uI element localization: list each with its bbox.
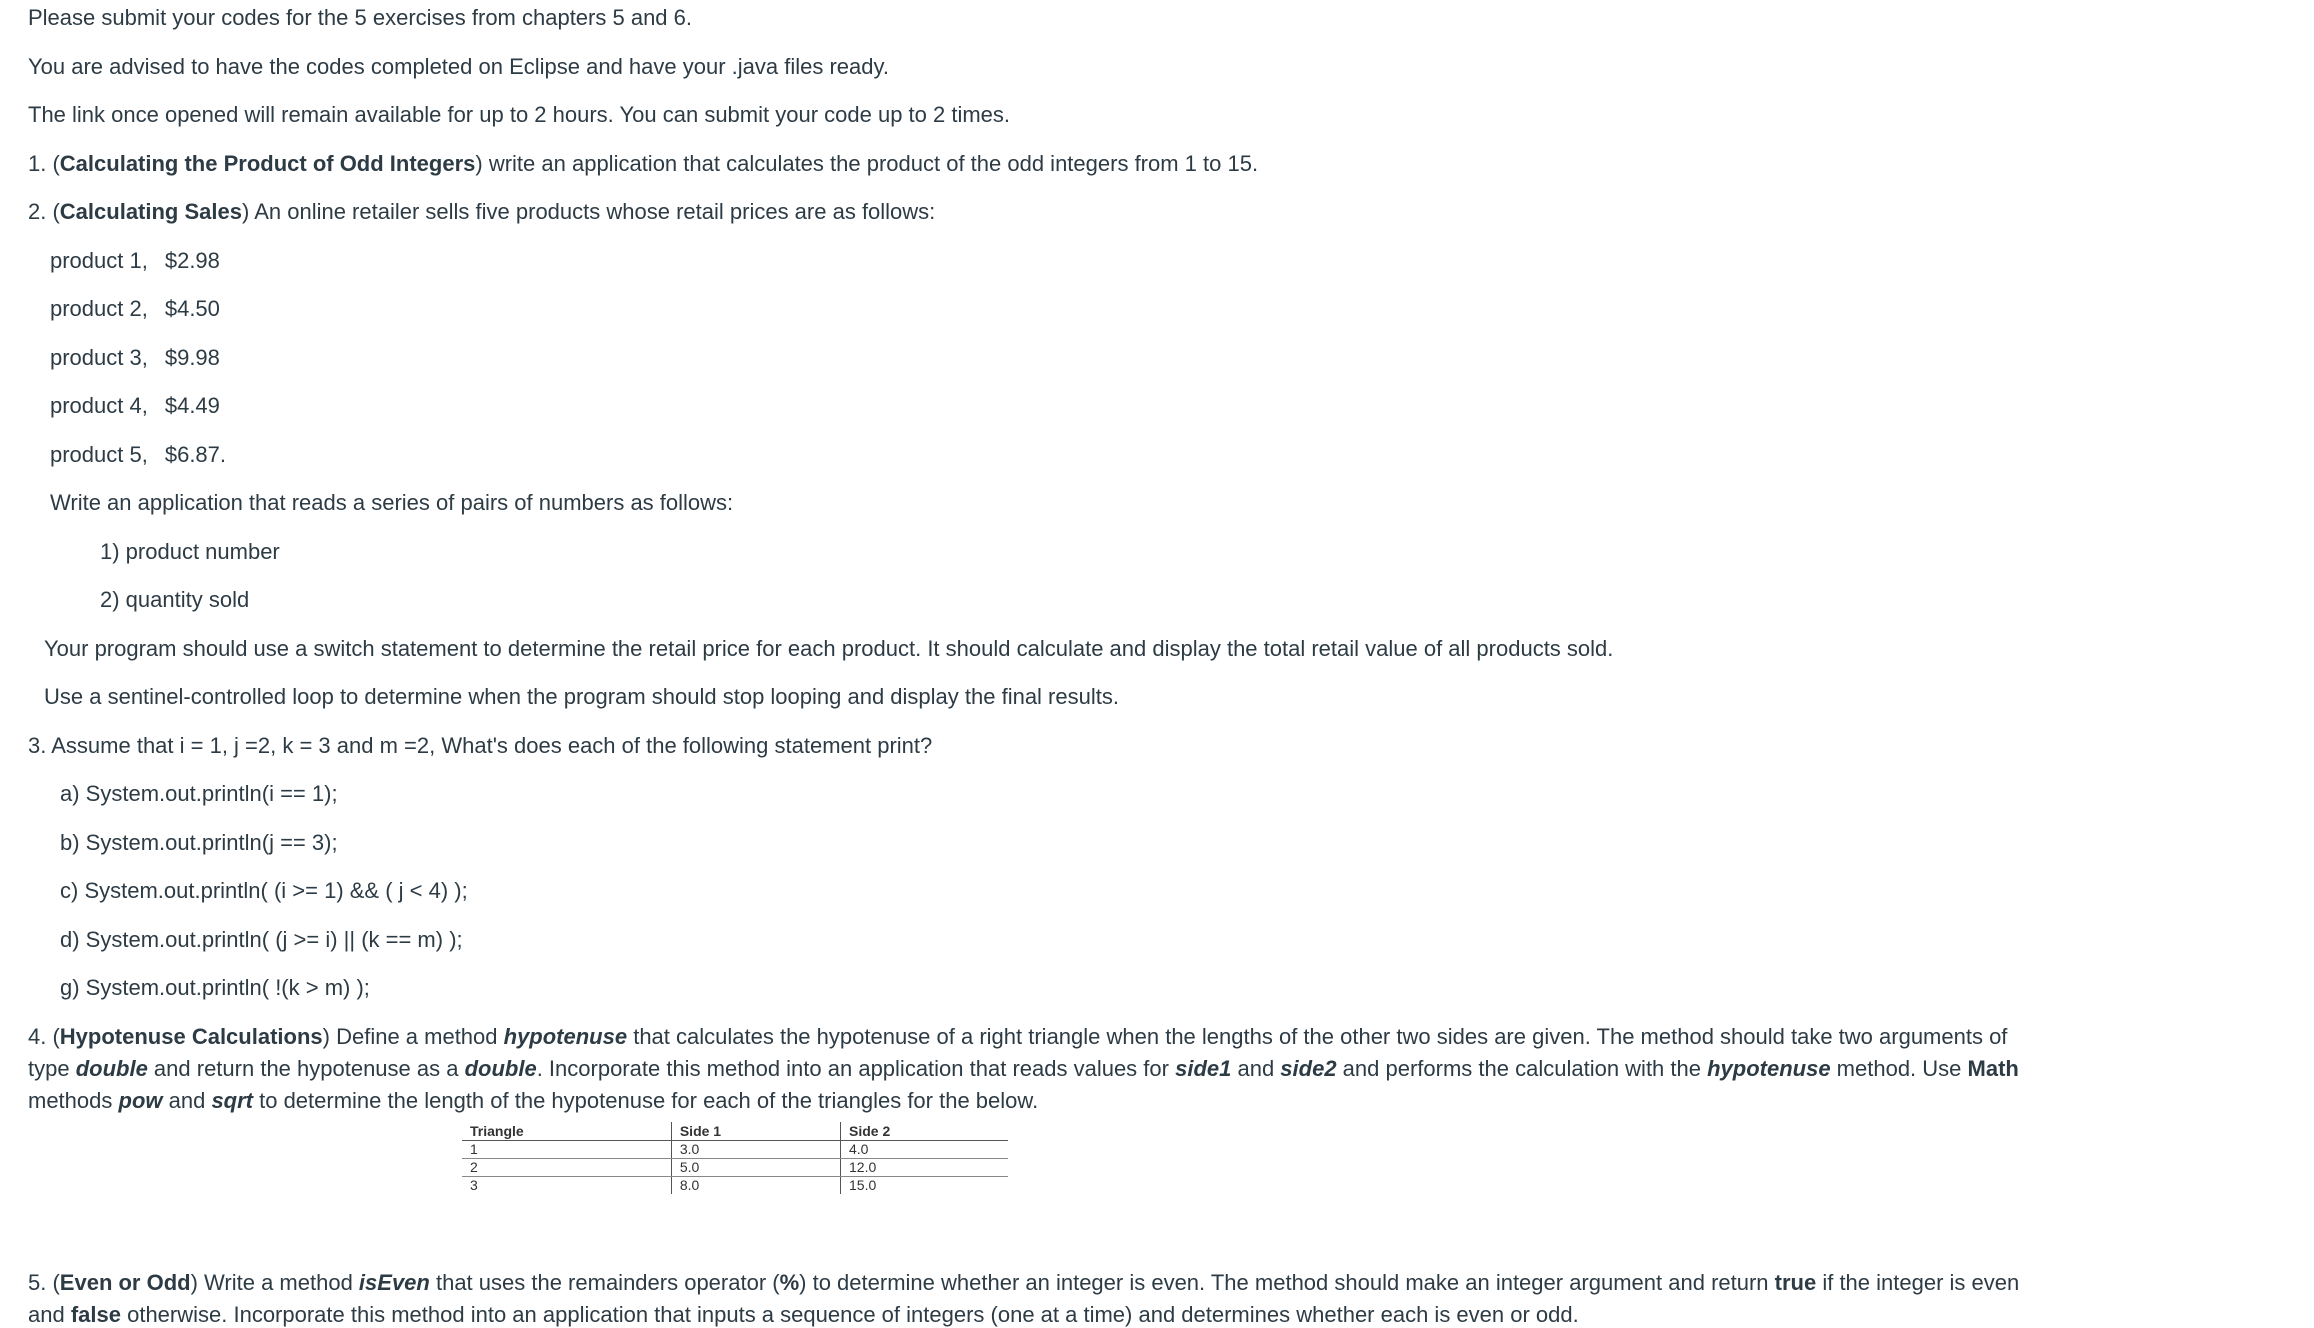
exercise-5-title: Even or Odd [59, 1270, 191, 1295]
exercise-4-text: and return the hypotenuse as a [147, 1056, 465, 1081]
variable-name: side1 [1175, 1056, 1232, 1081]
intro-line-1: Please submit your codes for the 5 exercises from chapters 5 and 6. [28, 5, 692, 30]
operator-symbol: % [779, 1270, 800, 1295]
product-price: $6.87. [164, 442, 227, 467]
product-line [50, 342, 220, 374]
variable-name: side2 [1280, 1056, 1337, 1081]
table-cell: 3 [470, 1177, 478, 1193]
method-name: isEven [358, 1270, 430, 1295]
exercise-2-number: 2. ( [28, 199, 60, 224]
intro-line-3: The link once opened will remain available for up to 2 hours. You can submit your code up to 2 times. [28, 102, 1011, 127]
product-line [50, 293, 220, 325]
product-name: product 1, [50, 248, 148, 273]
table-header: Side 1 [671, 1122, 840, 1141]
pair-item-product-number: 1) product number [100, 539, 280, 564]
keyword-true: true [1774, 1270, 1817, 1295]
statement-item: b) System.out.println(j == 3); [60, 830, 338, 855]
statement-item: a) System.out.println(i == 1); [60, 781, 338, 806]
intro-line-2: You are advised to have the codes completed on Eclipse and have your .java files ready. [28, 54, 889, 79]
table-header-row [462, 1122, 1008, 1141]
exercise-4-title: Hypotenuse Calculations [59, 1024, 323, 1049]
read-intro: Write an application that reads a series of pairs of numbers as follows: [50, 490, 734, 515]
exercise-1-number: 1. ( [28, 151, 60, 176]
table-cell: 2 [462, 1159, 671, 1177]
table-cell: 4.0 [841, 1141, 1009, 1159]
exercise-2-text: ) An online retailer sells five products whose retail prices are as follows: [241, 199, 936, 224]
triangle-table [462, 1122, 1008, 1194]
exercise-4-text: methods [28, 1088, 119, 1113]
table-cell: 1 [462, 1141, 671, 1159]
exercise-4-text: and [1231, 1056, 1281, 1081]
class-name: Math [1967, 1056, 2019, 1081]
product-line [50, 439, 226, 471]
exercise-2-title: Calculating Sales [59, 199, 242, 224]
product-price: $4.50 [164, 296, 220, 321]
table-row [462, 1159, 1008, 1177]
exercise-4-text: that calculates the hypotenuse of a right triangle when the lengths of the other two sides are given. The method should take two arguments of type [28, 1024, 2008, 1081]
method-name: pow [118, 1088, 163, 1113]
exercise-4-text: ) Define a method [322, 1024, 504, 1049]
table-header: Side 2 [841, 1122, 1009, 1141]
product-name: product 4, [50, 393, 148, 418]
type-name: double [464, 1056, 537, 1081]
type-name: double [75, 1056, 148, 1081]
table-row [462, 1141, 1008, 1159]
exercise-2 [28, 196, 935, 228]
product-price: $2.98 [164, 248, 220, 273]
product-line [50, 390, 220, 422]
table-cell: 8.0 [671, 1177, 840, 1195]
table-cell: 5.0 [671, 1159, 840, 1177]
exercise-1-text: ) write an application that calculates the product of the odd integers from 1 to 15. [475, 151, 1259, 176]
exercise-1-title: Calculating the Product of Odd Integers [59, 151, 476, 176]
product-name: product 3, [50, 345, 148, 370]
statement-item: d) System.out.println( (j >= i) || (k == m) ); [60, 927, 463, 952]
table-cell: 12.0 [841, 1159, 1009, 1177]
table-header: Triangle [462, 1122, 671, 1141]
exercise-5 [28, 1267, 2038, 1328]
exercise-5-text: if the integer is even and [28, 1270, 2020, 1327]
keyword-false: false [70, 1302, 121, 1327]
product-price: $4.49 [164, 393, 220, 418]
exercise-5-text: that uses the remainders operator ( [429, 1270, 780, 1295]
exercise-5-text: ) Write a method [190, 1270, 359, 1295]
exercise-4-text: and [162, 1088, 212, 1113]
product-price: $9.98 [164, 345, 220, 370]
exercise-4-text: method. Use [1830, 1056, 1968, 1081]
statement-item: g) System.out.println( !(k > m) ); [60, 975, 370, 1000]
statement-item: c) System.out.println( (i >= 1) && ( j < 4) ); [60, 878, 468, 903]
exercise-4 [28, 1021, 2038, 1117]
exercise-4-text: to determine the length of the hypotenuse for each of the triangles for the below. [253, 1088, 1039, 1113]
exercise-5-text: ) to determine whether an integer is even. The method should make an integer argument and return [799, 1270, 1775, 1295]
table-cell: 15.0 [841, 1177, 1009, 1195]
exercise-5-number: 5. ( [28, 1270, 60, 1295]
method-name: sqrt [211, 1088, 253, 1113]
product-name: product 5, [50, 442, 148, 467]
table-row [462, 1177, 1008, 1195]
method-name: hypotenuse [503, 1024, 628, 1049]
exercise-4-number: 4. ( [28, 1024, 60, 1049]
exercise-1 [28, 148, 1258, 180]
pair-item-quantity-sold: 2) quantity sold [100, 587, 250, 612]
product-line [50, 245, 220, 277]
exercise-4-text: and performs the calculation with the [1336, 1056, 1708, 1081]
exercise-3: 3. Assume that i = 1, j =2, k = 3 and m =2, What's does each of the following statement print? [28, 733, 933, 758]
switch-instruction: Your program should use a switch statement to determine the retail price for each product. It should calculate and display the total retail value of all products sold. [44, 636, 1614, 661]
exercise-5-text: otherwise. Incorporate this method into an application that inputs a sequence of integers (one at a time) and determines whether each is even or odd. [120, 1302, 1579, 1327]
method-name: hypotenuse [1707, 1056, 1831, 1081]
sentinel-instruction: Use a sentinel-controlled loop to determine when the program should stop looping and display the final results. [44, 684, 1119, 709]
product-name: product 2, [50, 296, 148, 321]
table-cell: 3.0 [671, 1141, 840, 1159]
exercise-4-text: . Incorporate this method into an application that reads values for [536, 1056, 1176, 1081]
